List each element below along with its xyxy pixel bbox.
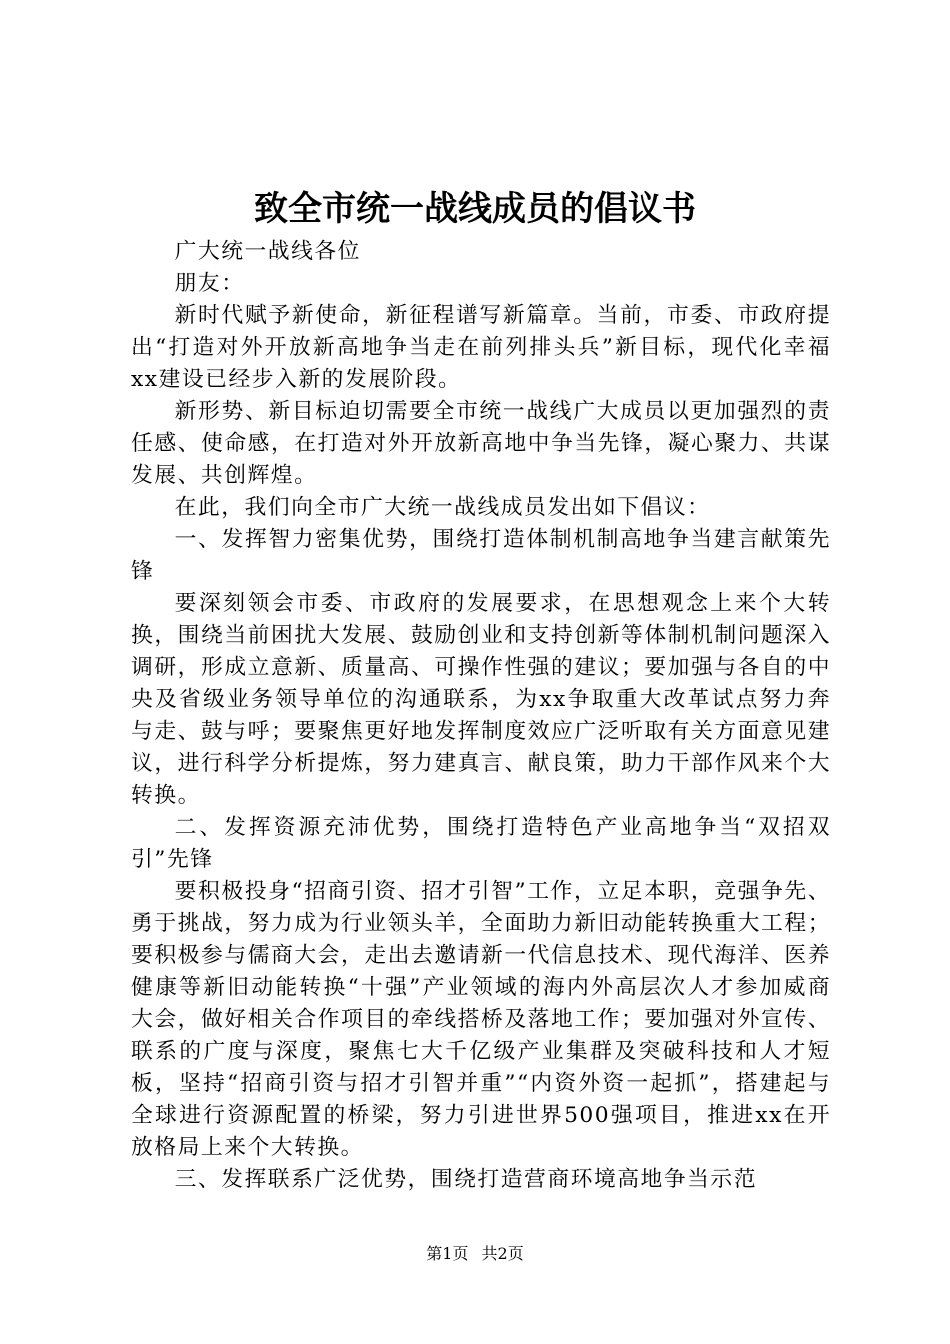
paragraph-item-1: 要深刻领会市委、市政府的发展要求，在思想观念上来个大转换，围绕当前困扰大发展、鼓励创业和支持创新等体制机制问题深入调研，形成立意新、质量高、可操作性强的建议；要加强与各自的中央及省级业务领导单位的沟通联系，为xx争取重大改革试点努力奔与走、鼓与呼；要聚焦更好地发挥制度效应广泛听取有关方面意见建议，进行科学分析提炼，努力建真言、献良策，助力干部作风来个大转换。	[131, 591, 831, 808]
heading-item-3: 三、发挥联系广泛优势，围绕打造营商环境高地争当示范	[174, 1167, 758, 1192]
paragraph-situation: 新形势、新目标迫切需要全市统一战线广大成员以更加强烈的责任感、使命感，在打造对外开放新高地中争当先锋，凝心聚力、共谋发展、共创辉煌。	[131, 399, 831, 488]
page-number: 第1页	[426, 1244, 469, 1263]
page-footer	[0, 1243, 950, 1265]
salutation-line-1: 广大统一战线各位	[174, 239, 361, 264]
page-total: 共2页	[481, 1244, 524, 1263]
paragraph-intro: 新时代赋予新使命，新征程谱写新篇章。当前，市委、市政府提出“打造对外开放新高地争当走在前列排头兵”新目标，现代化幸福xx建设已经步入新的发展阶段。	[131, 303, 831, 392]
paragraph-proposal-lead: 在此，我们向全市广大统一战线成员发出如下倡议：	[174, 495, 711, 520]
heading-item-1: 一、发挥智力密集优势，围绕打造体制机制高地争当建言献策先锋	[131, 527, 831, 584]
salutation-line-2: 朋友：	[174, 271, 245, 296]
document-title: 致全市统一战线成员的倡议书	[254, 189, 696, 229]
paragraph-item-2: 要积极投身“招商引资、招才引智”工作，立足本职，竞强争先、勇于挑战，努力成为行业领头羊，全面助力新旧动能转换重大工程；要积极参与儒商大会，走出去邀请新一代信息技术、现代海洋、医养健康等新旧动能转换“十强”产业领域的海内外高层次人才参加威商大会，做好相关合作项目的牵线搭桥及落地工作；要加强对外宣传、联系的广度与深度，聚焦七大千亿级产业集群及突破科技和人才短板，坚持“招商引资与招才引智并重”“内资外资一起抓”，搭建起与全球进行资源配置的桥梁，努力引进世界500强项目，推进xx在开放格局上来个大转换。	[131, 879, 831, 1160]
heading-item-2: 二、发挥资源充沛优势，围绕打造特色产业高地争当“双招双引”先锋	[131, 815, 831, 872]
document-body	[131, 236, 831, 1196]
